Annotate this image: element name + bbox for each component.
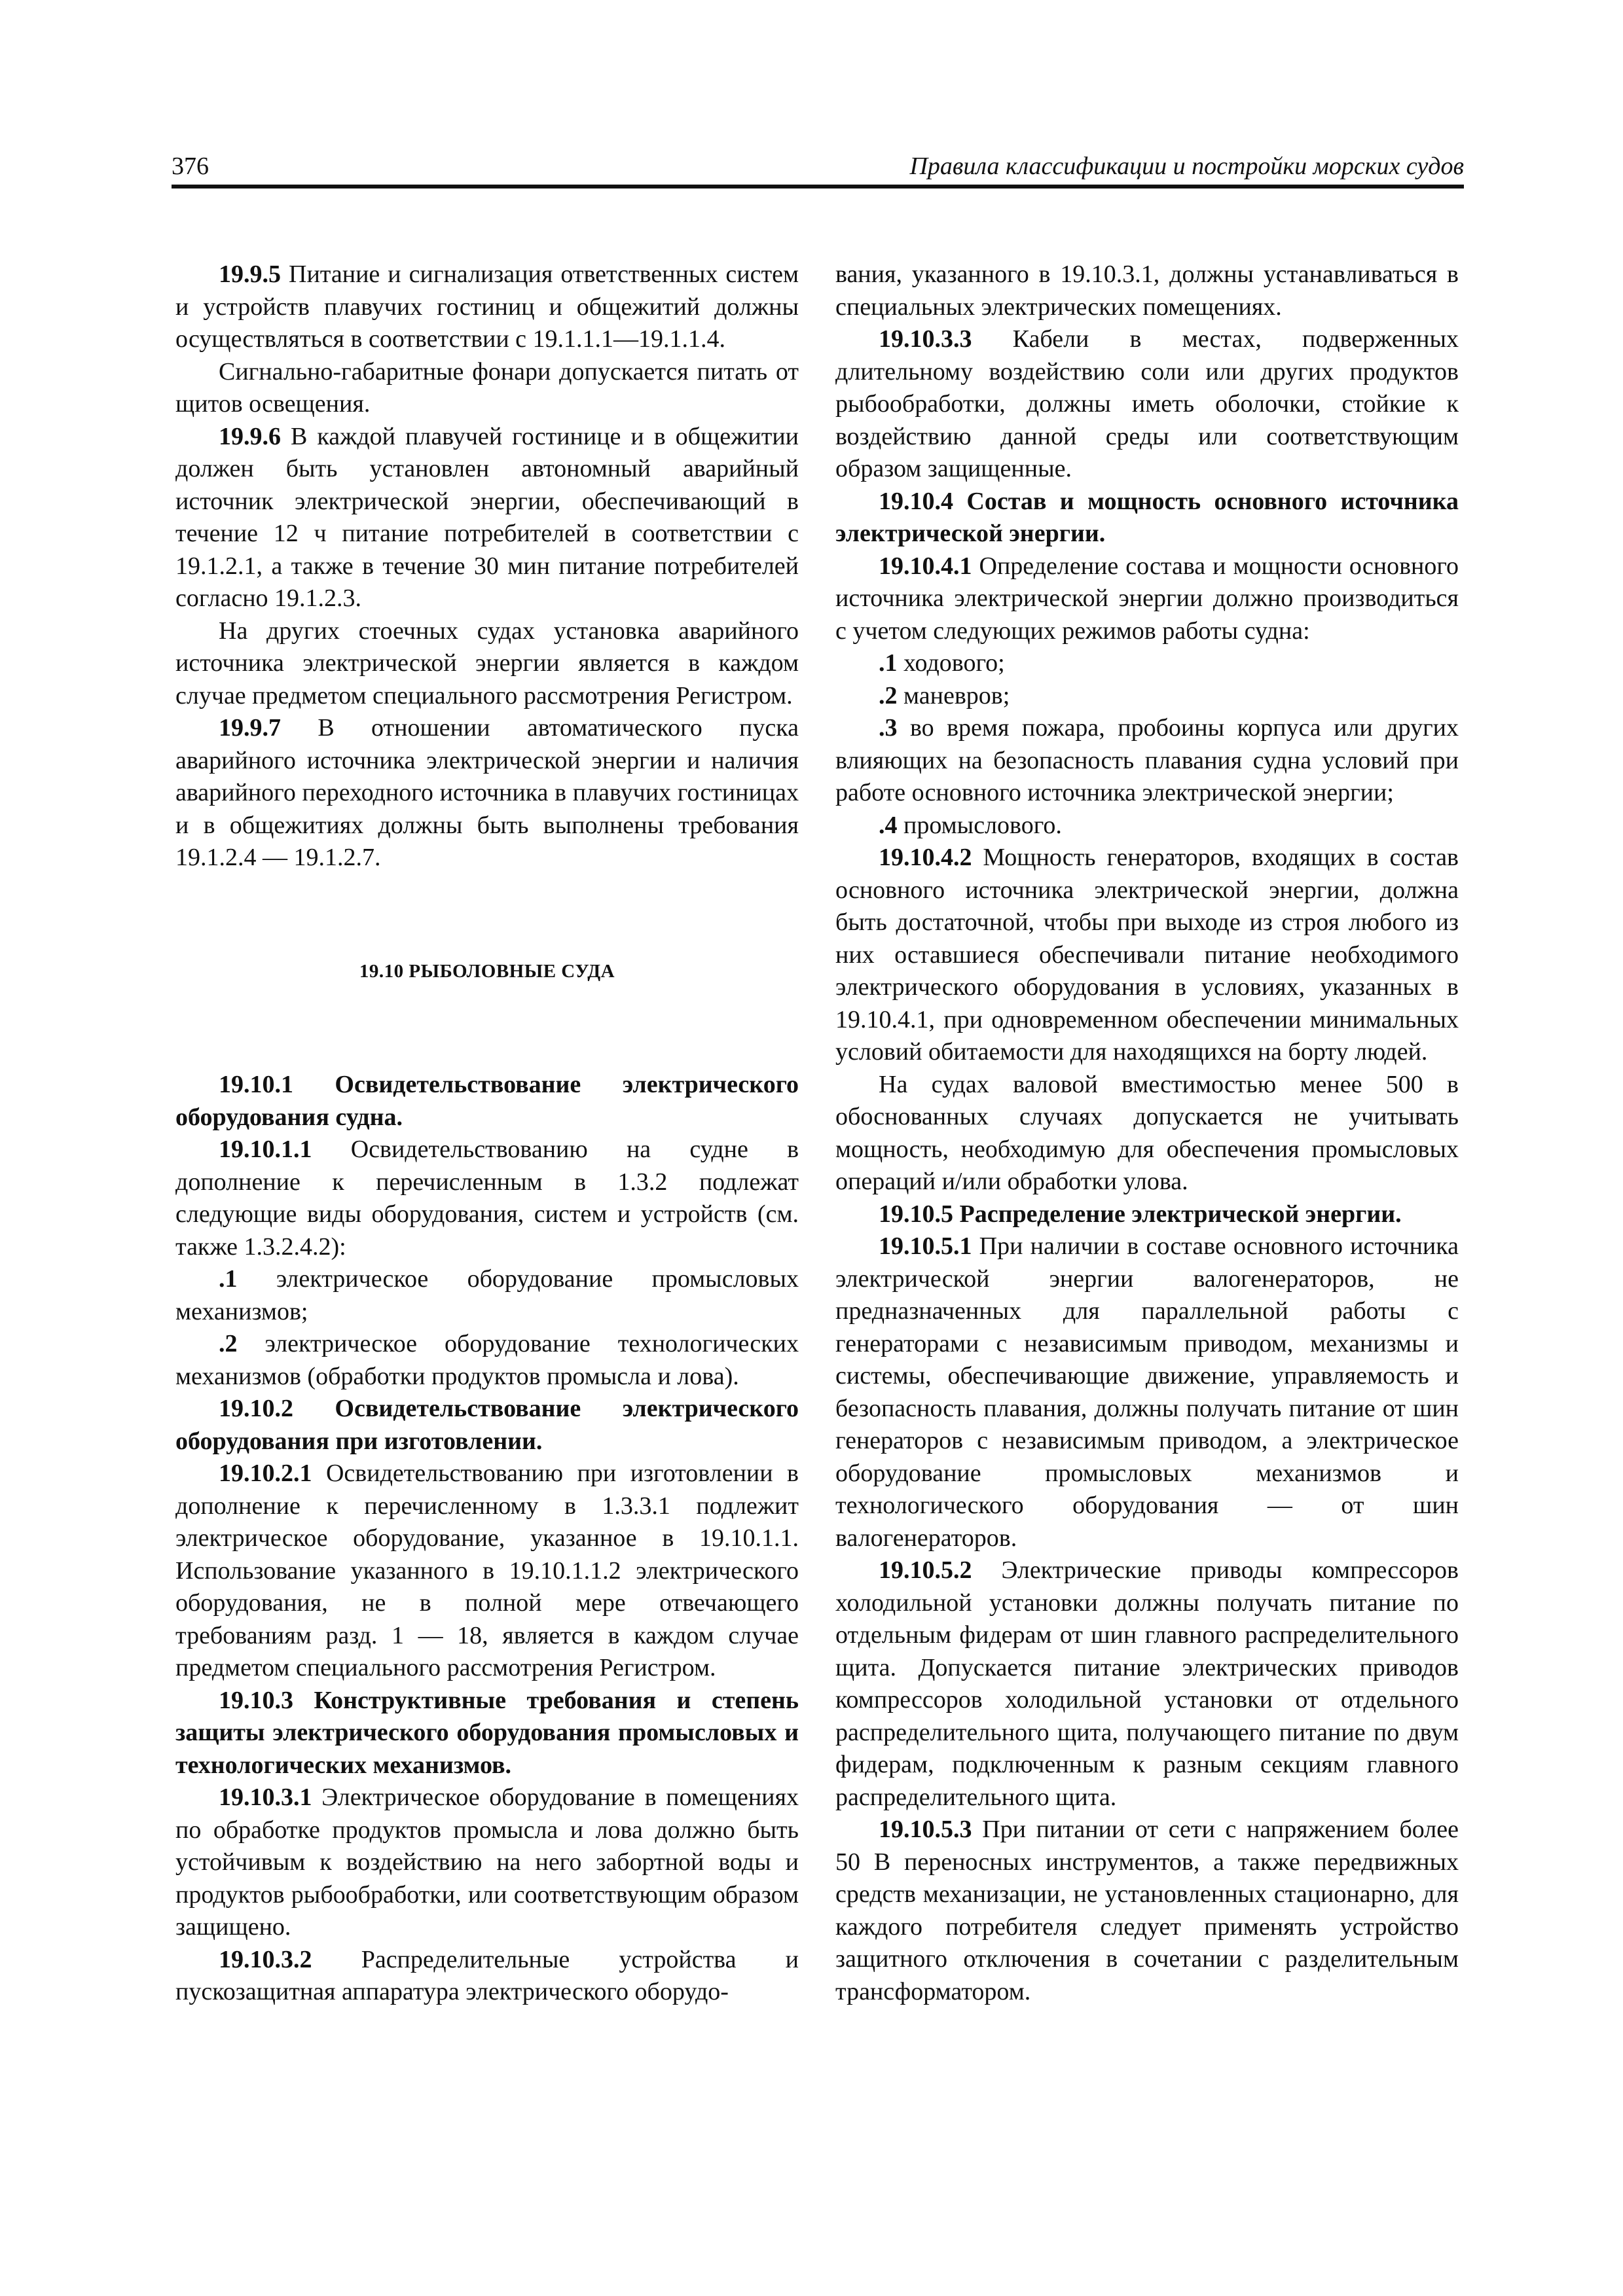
list-item-text: во время пожара, пробоины корпуса или других влияющих на безопасность плавания судна условий при работе основного источника электрической энергии; [835, 714, 1459, 806]
paragraph-19-10-1-1 [175, 1134, 799, 1263]
paragraph-text: Кабели в местах, подверженных длительному воздействию соли или других продуктов рыбообработки, должны иметь оболочки, стойкие к воздействию данной среды или соответствующим образом защищенные. [835, 325, 1459, 482]
paragraph [175, 356, 799, 421]
list-item-text: электрическое оборудование технологических механизмов (обработки продуктов промысла и лова). [175, 1330, 799, 1390]
clause-number: 19.9.6 [219, 422, 281, 450]
heading-text: 19.10.5 Распределение электрической энергии. [879, 1200, 1402, 1228]
list-item [835, 712, 1459, 810]
list-marker: .2 [219, 1330, 238, 1357]
paragraph-text: вания, указанного в 19.10.3.1, должны устанавливаться в специальных электрических помещениях. [835, 260, 1459, 321]
paragraph-19-10-5-2 [835, 1554, 1459, 1814]
paragraph-text: Определение состава и мощности основного источника электрической энергии должно производиться с учетом следующих режимов работы судна: [835, 552, 1459, 645]
paragraph-text: Освидетельствованию при изготовлении в дополнение к перечисленному в 1.3.3.1 подлежит электрическое оборудование, указанное в 19.10.1.1. Использование указанного в 19.10.1.1.2 электрического оборудования, не в полной мере отвечающего требованиям разд. 1 — 18, является в каждом случае предметом специального рассмотрения Регистром. [175, 1460, 799, 1681]
clause-number: 19.10.3.1 [219, 1784, 312, 1811]
list-marker: .4 [879, 811, 898, 839]
list-item [835, 680, 1459, 713]
clause-number: 19.10.5.1 [879, 1232, 972, 1260]
paragraph-19-9-5 [175, 259, 799, 356]
right-column [835, 259, 1459, 2008]
clause-number: 19.10.1.1 [219, 1136, 312, 1163]
section-title: 19.10 РЫБОЛОВНЫЕ СУДА [359, 960, 615, 982]
paragraph-text: Распределительные устройства и пускозащитная аппаратура электрического оборудо- [175, 1945, 799, 2005]
page-header [172, 148, 1464, 188]
paragraph-19-10-3-2 [175, 1944, 799, 2009]
paragraph-19-10-3-3 [835, 323, 1459, 486]
heading-text: 19.10.3 Конструктивные требования и степень защиты электрического оборудования промысловых и технологических механизмов. [175, 1686, 799, 1779]
list-marker: .1 [879, 649, 898, 677]
subsection-heading [175, 1393, 799, 1458]
paragraph-19-9-7 [175, 712, 799, 874]
paragraph-continued [835, 259, 1459, 323]
paragraph-19-10-3-1 [175, 1782, 799, 1944]
clause-number: 19.10.5.3 [879, 1816, 972, 1843]
clause-number: 19.10.4.1 [879, 552, 972, 580]
paragraph-text: При наличии в составе основного источника электрической энергии валогенераторов, не предназначенных для параллельной работы с генераторами с независимым приводом, механизмы и системы, обеспечивающие движение, управляемость и безопасность плавания, должны получать питание от шин генераторов с независимым приводом, а электрическое оборудование промысловых механизмов и технологического оборудования — от шин валогенераторов. [835, 1232, 1459, 1552]
list-item-text: маневров; [903, 681, 1010, 709]
paragraph-text: В каждой плавучей гостинице и в общежитии должен быть установлен автономный аварийный источник электрической энергии, обеспечивающий в течение 12 ч питание потребителей в соответствии с 19.1.2.1, а также в течение 30 мин питание потребителей согласно 19.1.2.3. [175, 422, 799, 612]
clause-number: 19.10.4.2 [879, 844, 972, 871]
subsection-heading [835, 1198, 1459, 1231]
list-item [835, 810, 1459, 842]
paragraph-text: На судах валовой вместимостью менее 500 в обоснованных случаях допускается не учитывать мощность, необходимую для обеспечения промысловых операций и/или обработки улова. [835, 1070, 1459, 1195]
clause-number: 19.10.3.3 [879, 325, 972, 353]
list-item-text: промыслового. [903, 811, 1062, 839]
list-marker: .2 [879, 681, 898, 709]
paragraph-text: Освидетельствованию на судне в дополнение к перечисленным в 1.3.2 подлежат следующие виды оборудования, систем и устройств (см. также 1.3.2.4.2): [175, 1136, 799, 1261]
list-item-text: электрическое оборудование промысловых механизмов; [175, 1265, 799, 1325]
clause-number: 19.10.5.2 [879, 1556, 972, 1584]
page-number: 376 [172, 152, 209, 180]
paragraph-text: Электрическое оборудование в помещениях по обработке продуктов промысла и лова должно быть устойчивым к воздействию на него забортной воды и продуктов рыбообработки, или соответствующим образом защищено. [175, 1784, 799, 1941]
paragraph-text: В отношении автоматического пуска аварийного источника электрической энергии и наличия аварийного переходного источника в плавучих гостиницах и в общежитиях должны быть выполнены требования 19.1.2.4 — 19.1.2.7. [175, 714, 799, 871]
paragraph-19-10-5-3 [835, 1814, 1459, 2008]
paragraph-text: Питание и сигнализация ответственных систем и устройств плавучих гостиниц и общежитий должны осуществляться в соответствии с 19.1.1.1—19.1.1.4. [175, 260, 799, 353]
clause-number: 19.9.7 [219, 714, 281, 742]
list-item [835, 647, 1459, 680]
paragraph-19-10-2-1 [175, 1458, 799, 1685]
paragraph-19-10-4-1 [835, 550, 1459, 648]
paragraph [835, 1069, 1459, 1198]
list-item [175, 1263, 799, 1328]
clause-number: 19.10.2.1 [219, 1460, 312, 1487]
heading-text: 19.10.4 Состав и мощность основного источника электрической энергии. [835, 487, 1459, 547]
heading-text: 19.10.2 Освидетельствование электрического оборудования при изготовлении. [175, 1395, 799, 1455]
subsection-heading [175, 1685, 799, 1782]
heading-text: 19.10.1 Освидетельствование электрического оборудования судна. [175, 1071, 799, 1131]
running-title: Правила классификации и постройки морских судов [909, 152, 1464, 180]
paragraph-19-9-6 [175, 421, 799, 615]
subsection-heading [175, 1069, 799, 1134]
paragraph-text: Электрические приводы компрессоров холодильной установки должны получать питание по отдельным фидерам от шин главного распределительного щита. Допускается питание электрических приводов компрессоров холодильной установки от отдельного распределительного щита, получающего питание по двум фидерам, подключенным к разным секциям главного распределительного щита. [835, 1556, 1459, 1811]
left-column [175, 259, 799, 2009]
paragraph-text: Сигнально-габаритные фонари допускается питать от щитов освещения. [175, 357, 799, 418]
clause-number: 19.9.5 [219, 260, 281, 288]
paragraph-19-10-5-1 [835, 1230, 1459, 1554]
subsection-heading [835, 486, 1459, 550]
list-item [175, 1328, 799, 1393]
list-item-text: ходового; [903, 649, 1005, 677]
list-marker: .1 [219, 1265, 238, 1293]
paragraph-19-10-4-2 [835, 842, 1459, 1069]
paragraph-text: При питании от сети с напряжением более 50 В переносных инструментов, а также передвижных средств механизации, не установленных стационарно, для каждого потребителя следует применять устройство защитного отключения в сочетании с разделительным трансформатором. [835, 1816, 1459, 2005]
paragraph-text: На других стоечных судах установка аварийного источника электрической энергии является в каждом случае предметом специального рассмотрения Регистром. [175, 617, 799, 709]
paragraph [175, 615, 799, 713]
clause-number: 19.10.3.2 [219, 1945, 312, 1973]
paragraph-text: Мощность генераторов, входящих в состав основного источника электрической энергии, должна быть достаточной, чтобы при выходе из строя любого из них оставшиеся обеспечивали питание необходимого электрического оборудования в условиях, указанных в 19.10.4.1, при одновременном обеспечении минимальных условий обитаемости для находящихся на борту людей. [835, 844, 1459, 1066]
list-marker: .3 [879, 714, 898, 742]
